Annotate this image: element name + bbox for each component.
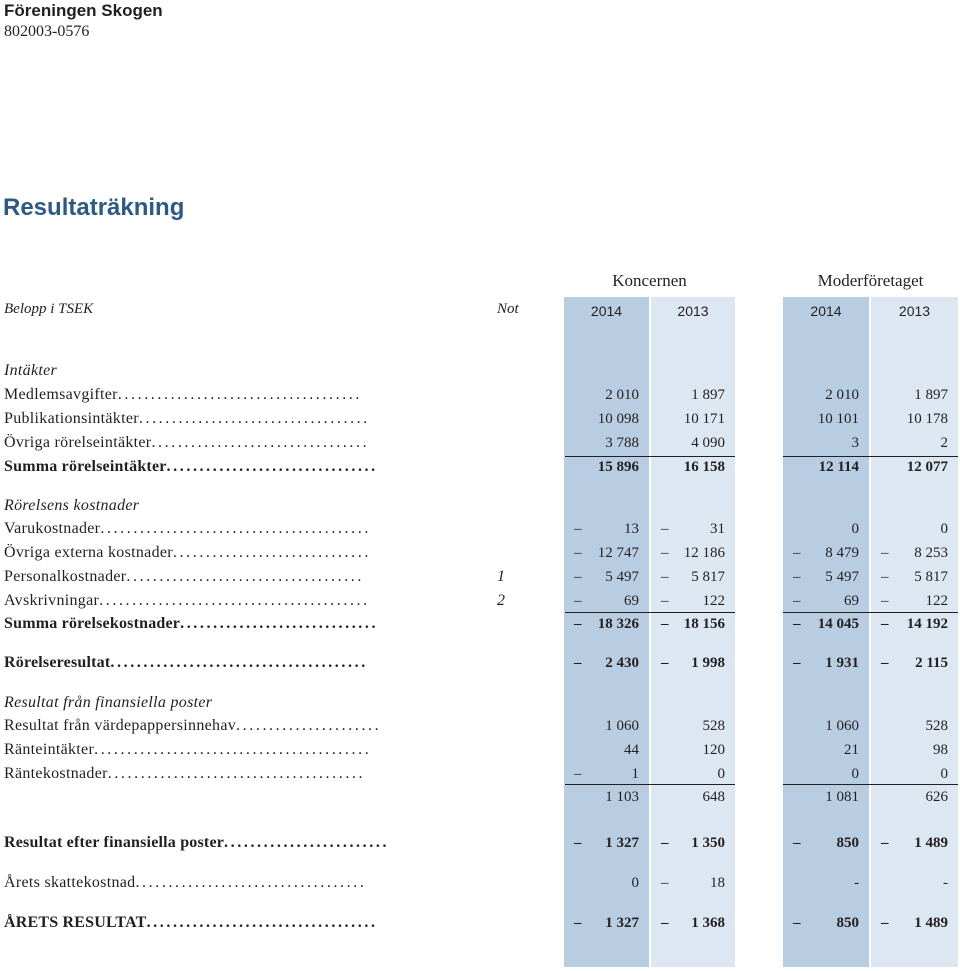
value-text: 10 171 [683,411,725,427]
negative-sign: – [881,545,889,561]
value-cell [871,835,958,855]
value-cell [783,569,869,589]
value-text: 18 156 [683,616,725,632]
row-label [4,410,476,428]
value-text: 648 [702,789,725,805]
table-row [0,834,960,856]
row-label [4,592,476,610]
value-text: 8 479 [825,545,859,561]
value-cell [651,789,735,809]
value-text: 98 [933,742,948,758]
value-text: - [854,875,859,891]
row-label [4,544,476,562]
row-label [4,717,476,735]
value-text: 10 098 [597,411,639,427]
value-text: 0 [851,521,859,537]
negative-sign: – [881,616,889,632]
negative-sign: – [793,655,801,671]
year-header-moderforetaget-2014: 2014 [810,303,842,319]
negative-sign: – [661,593,669,609]
value-text: 1 998 [691,655,725,671]
negative-sign: – [793,915,801,931]
row-label [4,834,476,852]
table-row [0,654,960,676]
dot-leader: ................................... [146,914,378,931]
row-label-text: Ränteintäkter [4,741,95,758]
value-text: 120 [702,742,725,758]
negative-sign: – [793,569,801,585]
value-cell [564,915,649,935]
value-text: 850 [836,835,859,851]
value-text: 850 [836,915,859,931]
value-cell [651,569,735,589]
dot-leader: ....................................... [107,765,366,782]
subtotal-rule-koncernen-2 [565,612,735,613]
value-text: 69 [624,593,639,609]
row-label [4,615,476,633]
negative-sign: – [881,915,889,931]
negative-sign: – [661,545,669,561]
value-cell [871,435,958,455]
value-cell [871,411,958,431]
value-cell [783,742,869,762]
row-label [4,694,476,712]
table-row [0,520,960,542]
value-cell [651,411,735,431]
value-text: 5 497 [825,569,859,585]
value-cell [871,569,958,589]
table-row [0,914,960,936]
table-row [0,568,960,590]
dot-leader: .............................. [172,544,371,561]
row-label-text: Rörelseresultat [4,654,111,671]
row-label-text: Årets skattekostnad [4,874,136,891]
value-text: 12 747 [597,545,639,561]
negative-sign: – [574,521,582,537]
dot-leader: ................................ [166,458,378,475]
value-cell [783,766,869,786]
value-cell [651,616,735,636]
note-column-header: Not [497,301,519,317]
row-label [4,497,476,515]
negative-sign: – [574,766,582,782]
value-cell [651,718,735,738]
negative-sign: – [661,569,669,585]
value-text: 1 327 [605,835,639,851]
row-label-text: ÅRETS RESULTAT [4,914,147,931]
value-cell [871,521,958,541]
value-cell [871,387,958,407]
value-text: 8 253 [914,545,948,561]
value-cell [564,411,649,431]
value-text: 1 897 [691,387,725,403]
value-text: 3 788 [605,435,639,451]
value-cell [651,387,735,407]
value-text: 4 090 [691,435,725,451]
table-row [0,717,960,739]
value-cell [564,835,649,855]
negative-sign: – [881,593,889,609]
value-text: 0 [940,521,948,537]
value-cell [651,835,735,855]
value-cell [871,655,958,675]
year-header-koncernen-2013: 2013 [677,303,709,319]
organization-number: 802003-0576 [4,23,90,40]
negative-sign: – [881,835,889,851]
value-text: 1 368 [691,915,725,931]
value-text: 2 010 [825,387,859,403]
negative-sign: – [793,835,801,851]
row-label [4,654,476,672]
value-text: 528 [925,718,948,734]
group-header-moderforetaget: Moderföretaget [817,271,924,290]
value-text: 3 [851,435,859,451]
value-cell [564,459,649,479]
value-text: 0 [631,875,639,891]
row-label [4,520,476,538]
value-cell [564,435,649,455]
dot-leader: ......................... [224,834,390,851]
value-text: 0 [717,766,725,782]
value-cell [651,766,735,786]
negative-sign: – [793,545,801,561]
note-reference: 2 [497,592,505,609]
negative-sign: – [793,616,801,632]
negative-sign: – [661,616,669,632]
value-cell [564,593,649,613]
value-text: 13 [624,521,639,537]
value-text: 15 896 [597,459,639,475]
value-text: 18 [710,875,725,891]
value-text: 1 060 [605,718,639,734]
negative-sign: – [574,545,582,561]
value-cell [651,593,735,613]
value-cell [783,459,869,479]
page-title: Resultaträkning [3,194,185,221]
row-label [4,914,476,932]
value-cell [871,718,958,738]
table-row [0,458,960,480]
subtotal-rule-koncernen-3 [565,784,735,785]
value-cell [783,411,869,431]
table-row [0,788,960,810]
value-cell [564,766,649,786]
value-cell [564,387,649,407]
value-text: 1 081 [825,789,859,805]
value-text: 5 497 [605,569,639,585]
value-cell [871,766,958,786]
negative-sign: – [574,655,582,671]
value-cell [564,875,649,895]
value-text: 69 [844,593,859,609]
value-cell [783,521,869,541]
value-cell [871,616,958,636]
row-label-text: Resultat efter finansiella poster [4,834,225,851]
value-text: 1 [631,766,639,782]
value-cell [651,435,735,455]
value-text: 1 060 [825,718,859,734]
row-label-text: Medlemsavgifter [4,386,118,403]
negative-sign: – [661,655,669,671]
note-reference: 1 [497,568,505,585]
row-label [4,458,476,476]
value-cell [651,655,735,675]
value-cell [871,789,958,809]
row-label [4,362,476,380]
value-cell [651,545,735,565]
negative-sign: – [574,593,582,609]
table-row [0,362,960,384]
value-cell [564,742,649,762]
value-cell [871,742,958,762]
value-text: 10 101 [817,411,859,427]
row-label [4,434,476,452]
value-text: 122 [925,593,948,609]
table-row [0,544,960,566]
year-header-koncernen-2014: 2014 [590,303,623,319]
value-text: 5 817 [691,569,725,585]
negative-sign: – [574,569,582,585]
value-text: 12 114 [818,459,859,475]
value-text: 5 817 [914,569,948,585]
value-text: 1 489 [914,835,948,851]
value-text: 2 010 [605,387,639,403]
value-cell [871,915,958,935]
value-text: 10 178 [906,411,948,427]
value-cell [564,718,649,738]
subtotal-rule-koncernen-1 [565,456,735,457]
value-text: 12 186 [683,545,725,561]
negative-sign: – [574,835,582,851]
dot-leader: ................................... [138,410,370,427]
row-label-text: Rörelsens kostnader [4,497,140,514]
value-cell [871,593,958,613]
value-cell [783,545,869,565]
value-text: 31 [710,521,725,537]
row-label [4,765,476,783]
row-label-text: Övriga rörelseintäkter [4,434,152,451]
value-text: - [943,875,948,891]
row-label-text: Varukostnader [4,520,101,537]
dot-leader: ....................................... [110,654,368,671]
value-cell [651,875,735,895]
row-label-text: Övriga externa kostnader [4,544,173,561]
value-text: 12 077 [906,459,948,475]
negative-sign: – [574,616,582,632]
row-label-text: Personalkostnader [4,568,127,585]
row-label-text: Resultat från finansiella poster [4,694,213,711]
dot-leader: ...................... [236,717,382,734]
value-text: 1 931 [825,655,859,671]
value-cell [564,655,649,675]
value-cell [783,616,869,636]
value-cell [871,875,958,895]
row-label-text: Räntekostnader [4,765,108,782]
value-text: 16 158 [683,459,725,475]
year-header-moderforetaget-2013: 2013 [898,303,931,319]
value-text: 1 897 [914,387,948,403]
row-label-text: Resultat från värdepappersinnehav [4,717,237,734]
negative-sign: – [661,835,669,851]
table-row [0,497,960,519]
row-label-text: Intäkter [4,362,58,379]
value-text: 1 350 [691,835,725,851]
table-row [0,386,960,408]
value-text: 18 326 [597,616,639,632]
row-label-text: Summa rörelsekostnader [4,615,181,632]
row-label-text: Summa rörelseintäkter [4,458,167,475]
row-label-text: Publikationsintäkter [4,410,139,427]
value-cell [871,459,958,479]
value-cell [783,915,869,935]
negative-sign: – [793,593,801,609]
dot-leader: .......................................... [94,741,372,758]
negative-sign: – [881,569,889,585]
value-cell [651,459,735,479]
value-cell [564,521,649,541]
value-cell [783,789,869,809]
dot-leader: .................................... [126,568,365,585]
negative-sign: – [661,875,669,891]
value-cell [651,521,735,541]
dot-leader: ..................................... [117,386,362,403]
value-text: 2 [940,435,948,451]
value-text: 0 [851,766,859,782]
value-cell [783,835,869,855]
negative-sign: – [574,915,582,931]
value-cell [564,569,649,589]
value-cell [564,545,649,565]
organization-name: Föreningen Skogen [4,1,163,20]
table-row [0,741,960,763]
value-cell [783,387,869,407]
value-text: 2 115 [915,655,948,671]
negative-sign: – [881,655,889,671]
value-text: 2 430 [605,655,639,671]
subtotal-rule-moderforetaget-2 [783,612,958,613]
subtotal-rule-moderforetaget-3 [783,784,958,785]
value-text: 0 [940,766,948,782]
value-text: 1 489 [914,915,948,931]
group-header-koncernen: Koncernen [612,271,687,290]
value-cell [564,616,649,636]
row-label [4,874,476,892]
value-text: 44 [624,742,639,758]
value-cell [783,655,869,675]
value-cell [871,545,958,565]
value-cell [783,593,869,613]
dot-leader: ................................... [135,874,367,891]
subtotal-rule-moderforetaget-1 [783,456,958,457]
value-cell [783,875,869,895]
negative-sign: – [661,915,669,931]
value-text: 21 [844,742,859,758]
table-row [0,410,960,432]
row-label [4,568,476,586]
dot-leader: ................................. [151,434,370,451]
value-text: 14 192 [906,616,948,632]
value-cell [564,789,649,809]
table-row [0,592,960,614]
amount-unit-label: Belopp i TSEK [4,301,94,317]
value-cell [783,718,869,738]
dot-leader: ......................................... [100,520,371,537]
negative-sign: – [661,521,669,537]
value-text: 528 [702,718,725,734]
row-label-text: Avskrivningar [4,592,100,609]
value-text: 14 045 [817,616,859,632]
table-row [0,874,960,896]
table-row [0,615,960,637]
value-text: 1 103 [605,789,639,805]
value-text: 626 [925,789,948,805]
dot-leader: ......................................... [99,592,370,609]
value-cell [783,435,869,455]
table-row [0,434,960,456]
value-cell [651,742,735,762]
row-label [4,741,476,759]
value-text: 1 327 [605,915,639,931]
dot-leader: .............................. [180,615,379,632]
value-text: 122 [702,593,725,609]
row-label [4,386,476,404]
table-row [0,694,960,716]
value-cell [651,915,735,935]
